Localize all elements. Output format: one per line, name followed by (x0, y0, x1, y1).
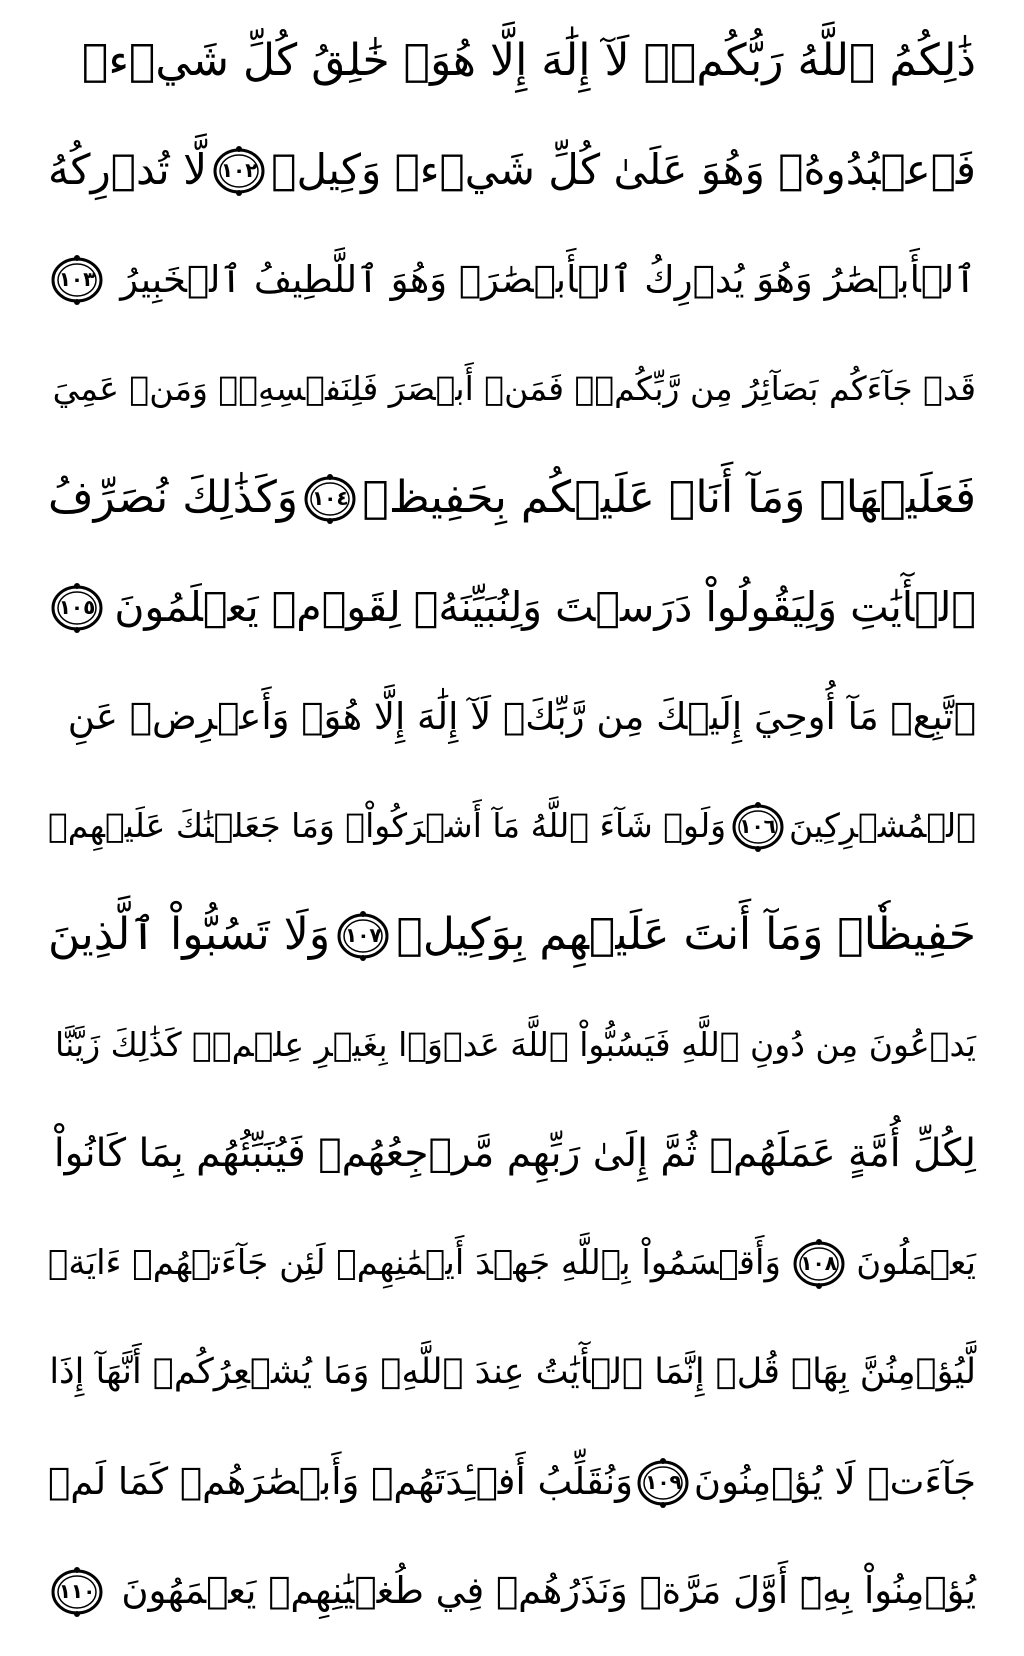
text-line (48, 552, 976, 661)
line-text: حَفِيظٗاۖ وَمَآ أَنتَ عَلَيۡهِم بِوَكِيلٖ (396, 909, 976, 961)
ayah-end-marker (48, 1565, 106, 1617)
line-text: وَنُقَلِّبُ أَفۡـِٔدَتَهُمۡ وَأَبۡصَٰرَهُمۡ كَمَا لَمۡ (48, 1460, 633, 1503)
ayah-number: ١٠٢ (220, 157, 258, 182)
ayah-number: ١٠٩ (645, 1469, 682, 1494)
ayah-end-marker (48, 253, 106, 305)
text-line (48, 662, 976, 771)
line-text: وَلَوۡ شَآءَ ٱللَّهُ مَآ أَشۡرَكُواْۗ وَمَا جَعَلۡنَٰكَ عَلَيۡهِمۡ (48, 806, 727, 846)
ayah-end-marker (729, 800, 787, 852)
line-text: جَآءَتۡ لَا يُؤۡمِنُونَ (693, 1460, 976, 1503)
line-text: فَٱعۡبُدُوهُۚ وَهُوَ عَلَىٰ كُلِّ شَيۡءٖ وَكِيلٞ (271, 144, 976, 194)
line-text: لَّا تُدۡرِكُهُ (48, 144, 208, 194)
line-text: لَّيُؤۡمِنُنَّ بِهَاۚ قُلۡ إِنَّمَا ٱلۡأٓيَٰتُ عِندَ ٱللَّهِۖ وَمَا يُشۡعِرُكُمۡ أَنَّهَآ إِذَا (49, 1351, 976, 1392)
line-text: يَعۡمَلُونَ (856, 1242, 976, 1283)
ayah-number: ١٠٨ (800, 1250, 837, 1275)
text-line (48, 990, 976, 1099)
text-line (48, 115, 976, 224)
ayah-number: ١٠٤ (311, 485, 349, 510)
text-line (48, 1536, 976, 1645)
text-line (48, 334, 976, 443)
line-text: وَكَذَٰلِكَ نُصَرِّفُ (48, 471, 299, 523)
ayah-end-marker (790, 1237, 848, 1289)
line-text: ٱلۡأٓيَٰتِ وَلِيَقُولُواْ دَرَسۡتَ وَلِنُبَيِّنَهُۥ لِقَوۡمٖ يَعۡلَمُونَ (114, 582, 976, 631)
line-text: وَأَقۡسَمُواْ بِٱللَّهِ جَهۡدَ أَيۡمَٰنِهِمۡ لَئِن جَآءَتۡهُمۡ ءَايَةٞ (48, 1242, 781, 1283)
text-line (48, 6, 976, 115)
line-text: ٱلۡمُشۡرِكِينَ (789, 806, 976, 846)
line-text: فَعَلَيۡهَاۚ وَمَآ أَنَا۠ عَلَيۡكُم بِحَفِيظٖ (362, 471, 976, 523)
line-text: ٱتَّبِعۡ مَآ أُوحِيَ إِلَيۡكَ مِن رَّبِّكَۖ لَآ إِلَٰهَ إِلَّا هُوَۖ وَأَعۡرِضۡ عَنِ (67, 694, 976, 738)
ayah-end-marker (334, 909, 392, 961)
text-line (48, 880, 976, 989)
line-text: وَلَا تَسُبُّواْ ٱلَّذِينَ (48, 909, 331, 961)
text-line (48, 1099, 976, 1208)
verse-lines (48, 6, 976, 1646)
ayah-number: ١٠٦ (739, 813, 776, 838)
ayah-end-marker (210, 144, 268, 196)
ayah-number: ١١٠ (58, 1578, 96, 1603)
text-line (48, 225, 976, 334)
ayah-end-marker (634, 1456, 692, 1508)
ayah-number: ١٠٧ (344, 923, 382, 948)
text-line (48, 1318, 976, 1427)
line-text: قَدۡ جَآءَكُم بَصَآئِرُ مِن رَّبِّكُمۡۖ فَمَنۡ أَبۡصَرَ فَلِنَفۡسِهِۦۖ وَمَنۡ عَمِيَ (52, 369, 976, 409)
line-text: ذَٰلِكُمُ ٱللَّهُ رَبُّكُمۡۖ لَآ إِلَٰهَ إِلَّا هُوَۖ خَٰلِقُ كُلِّ شَيۡءٖ (81, 34, 976, 86)
ayah-end-marker (301, 472, 359, 524)
line-text: يَدۡعُونَ مِن دُونِ ٱللَّهِ فَيَسُبُّواْ ٱللَّهَ عَدۡوَۢا بِغَيۡرِ عِلۡمٖۗ كَذَٰلِكَ زَيَّنَّا (55, 1024, 976, 1064)
line-text: لِكُلِّ أُمَّةٍ عَمَلَهُمۡ ثُمَّ إِلَىٰ رَبِّهِم مَّرۡجِعُهُمۡ فَيُنَبِّئُهُم بِمَا كَانُواْ (53, 1131, 976, 1177)
ayah-number: ١٠٣ (58, 267, 96, 292)
text-line (48, 443, 976, 552)
line-text: يُؤۡمِنُواْ بِهِۦٓ أَوَّلَ مَرَّةٖ وَنَذَرُهُمۡ فِي طُغۡيَٰنِهِمۡ يَعۡمَهُونَ (121, 1569, 976, 1613)
text-line (48, 771, 976, 880)
ayah-number: ١٠٥ (58, 595, 96, 620)
text-line (48, 1427, 976, 1536)
line-text: ٱلۡأَبۡصَٰرُ وَهُوَ يُدۡرِكُ ٱلۡأَبۡصَٰرَۖ وَهُوَ ٱللَّطِيفُ ٱلۡخَبِيرُ (120, 257, 976, 301)
ayah-end-marker (48, 581, 106, 633)
text-line (48, 1208, 976, 1317)
